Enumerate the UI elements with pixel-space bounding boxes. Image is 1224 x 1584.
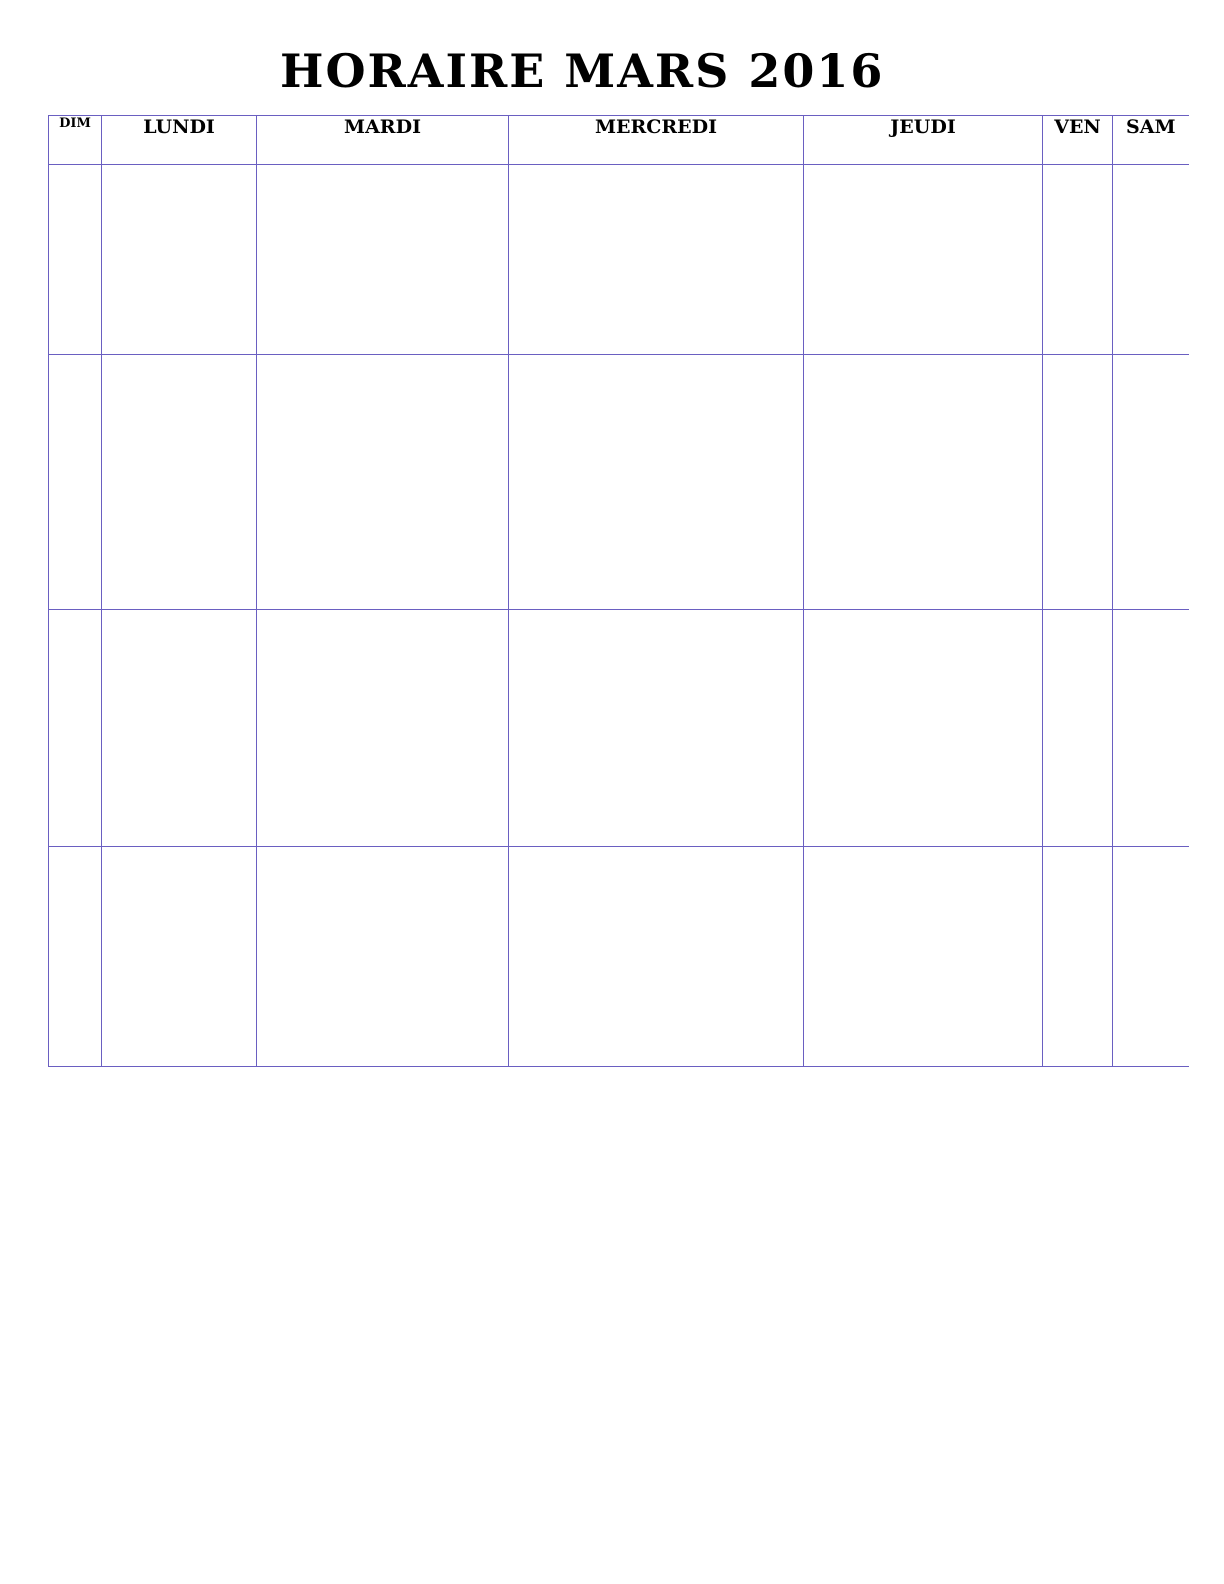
day-cell-26 bbox=[1113, 610, 1189, 847]
day-cell-11 bbox=[1043, 165, 1113, 355]
header-jeudi: JEUDI bbox=[804, 116, 1043, 165]
day-cell-16 bbox=[509, 355, 804, 610]
day-cell-9 bbox=[509, 165, 804, 355]
day-cell-13 bbox=[49, 355, 102, 610]
day-cell-18 bbox=[1043, 355, 1113, 610]
day-cell-6 bbox=[49, 165, 102, 355]
day-cell-10 bbox=[804, 165, 1043, 355]
calendar-table bbox=[48, 115, 1189, 1067]
header-mercredi: MERCREDI bbox=[509, 116, 804, 165]
day-cell-29 bbox=[257, 847, 509, 1067]
day-cell-17 bbox=[804, 355, 1043, 610]
header-mardi: MARDI bbox=[257, 116, 509, 165]
day-cell-8 bbox=[257, 165, 509, 355]
day-cell-25 bbox=[1043, 610, 1113, 847]
day-cell-19 bbox=[1113, 355, 1189, 610]
header-sam: SAM bbox=[1113, 116, 1189, 165]
day-cell-31 bbox=[804, 847, 1043, 1067]
header-dim: DIM bbox=[49, 116, 102, 165]
day-cell-empty bbox=[1113, 847, 1189, 1067]
day-cell-7 bbox=[102, 165, 257, 355]
day-cell-28 bbox=[102, 847, 257, 1067]
day-cell-14 bbox=[102, 355, 257, 610]
day-cell-23 bbox=[509, 610, 804, 847]
page-title: HORAIRE MARS 2016 bbox=[280, 44, 885, 98]
day-cell-empty bbox=[1043, 847, 1113, 1067]
day-cell-22 bbox=[257, 610, 509, 847]
day-cell-24 bbox=[804, 610, 1043, 847]
day-cell-21 bbox=[102, 610, 257, 847]
day-cell-12 bbox=[1113, 165, 1189, 355]
header-lundi: LUNDI bbox=[102, 116, 257, 165]
day-cell-27 bbox=[49, 847, 102, 1067]
day-cell-30 bbox=[509, 847, 804, 1067]
day-cell-15 bbox=[257, 355, 509, 610]
day-cell-20 bbox=[49, 610, 102, 847]
header-ven: VEN bbox=[1043, 116, 1113, 165]
